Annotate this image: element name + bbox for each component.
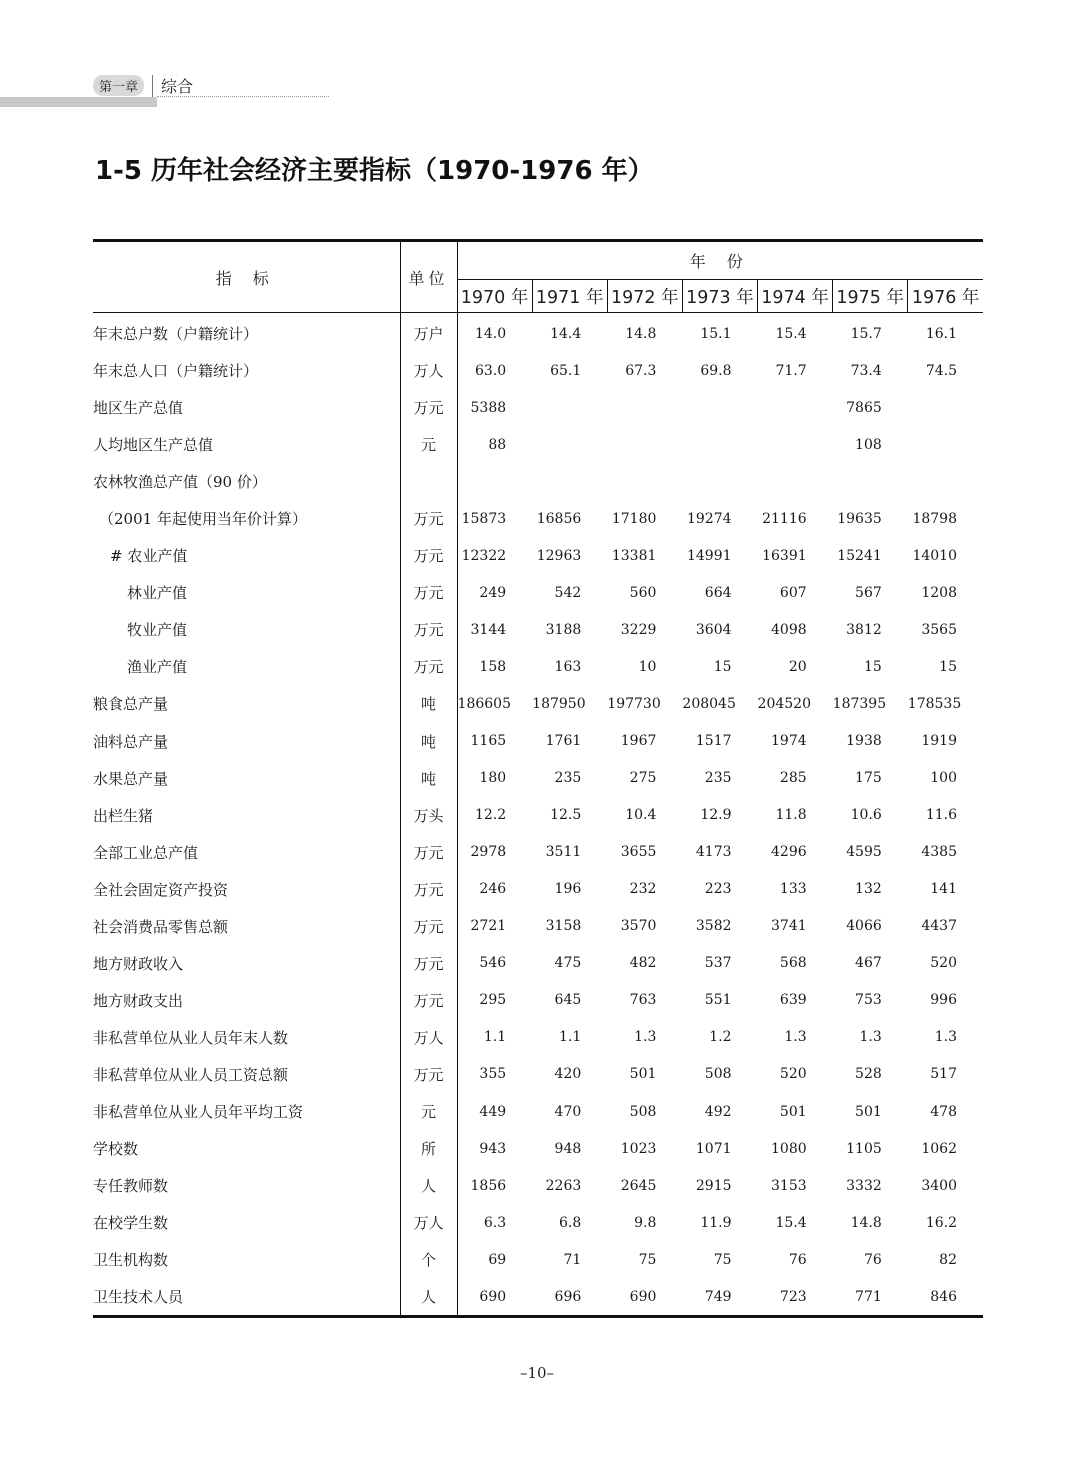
value-cell: 482	[629, 955, 657, 972]
value-cell: 4595	[846, 844, 882, 861]
value-cell: 67.3	[625, 362, 657, 379]
value-cell: 15.4	[775, 325, 807, 342]
value-cell: 235	[554, 770, 582, 787]
indicator-unit: 元	[400, 426, 457, 463]
value-cell	[607, 389, 682, 426]
value-cell: 14.8	[850, 1214, 882, 1231]
value-cell: 4173	[695, 844, 732, 861]
value-cell	[908, 389, 983, 426]
value-cell: 15873	[461, 510, 507, 527]
value-cell: 1.2	[709, 1029, 732, 1046]
value-cell: 19274	[686, 510, 732, 527]
year-header: 1970 年	[457, 280, 532, 313]
value-cell: 508	[629, 1103, 657, 1120]
indicator-name: 年末总户数（户籍统计）	[93, 325, 259, 344]
indicator-unit: 万元	[400, 908, 457, 945]
value-cell: 108	[855, 436, 882, 453]
indicator-unit: 万元	[400, 611, 457, 648]
page-title: 1-5 历年社会经济主要指标（1970-1976 年）	[95, 156, 654, 186]
table-row	[93, 871, 983, 908]
value-cell: 19635	[837, 510, 882, 527]
value-cell: 15241	[837, 547, 882, 564]
indicator-name: 地方财政支出	[93, 991, 184, 1010]
value-cell: 15.1	[700, 325, 732, 342]
value-cell: 948	[554, 1140, 582, 1157]
value-cell: 275	[629, 770, 657, 787]
indicator-name: 专任教师数	[93, 1177, 169, 1196]
value-cell	[682, 389, 757, 426]
value-cell: 3604	[695, 621, 732, 638]
indicator-unit: 所	[400, 1130, 457, 1167]
value-cell: 1062	[921, 1140, 957, 1157]
value-cell: 1.3	[859, 1029, 882, 1046]
header-gray-bar	[0, 97, 157, 107]
indicator-name: 非私营单位从业人员工资总额	[93, 1065, 289, 1084]
value-cell: 3570	[620, 918, 657, 935]
value-cell: 943	[479, 1140, 507, 1157]
value-cell: 2645	[620, 1177, 657, 1194]
value-cell: 723	[779, 1288, 807, 1305]
value-cell: 14991	[686, 547, 732, 564]
value-cell: 17180	[611, 510, 657, 527]
value-cell: 996	[930, 992, 957, 1009]
value-cell: 158	[479, 658, 507, 675]
value-cell: 3229	[620, 621, 657, 638]
value-cell	[532, 463, 607, 500]
indicator-name: 粮食总产量	[93, 695, 169, 714]
value-cell: 846	[930, 1288, 957, 1305]
value-cell: 520	[779, 1066, 807, 1083]
value-cell: 501	[779, 1103, 807, 1120]
value-cell: 475	[554, 955, 582, 972]
running-header	[93, 74, 193, 97]
value-cell: 15	[863, 658, 882, 675]
value-cell: 528	[855, 1066, 882, 1083]
indicator-name: 林业产值	[127, 584, 188, 603]
value-cell: 71.7	[775, 362, 807, 379]
table-row	[93, 945, 983, 982]
value-cell	[607, 426, 682, 463]
value-cell: 175	[855, 770, 882, 787]
value-cell: 478	[930, 1103, 957, 1120]
indicator-unit: 个	[400, 1241, 457, 1278]
year-header: 1972 年	[607, 280, 682, 313]
column-header-years: 年 份	[457, 241, 983, 280]
table-row	[93, 723, 983, 760]
table-row	[93, 537, 983, 574]
value-cell: 1.3	[784, 1029, 807, 1046]
value-cell: 3741	[771, 918, 807, 935]
table-row	[93, 1056, 983, 1093]
value-cell: 75	[638, 1251, 657, 1268]
value-cell: 517	[930, 1066, 957, 1083]
year-header: 1971 年	[532, 280, 607, 313]
indicator-unit: 万人	[400, 1204, 457, 1241]
value-cell: 180	[479, 770, 507, 787]
indicator-name: 地区生产总值	[93, 399, 184, 418]
value-cell: 12963	[536, 547, 582, 564]
indicator-name: 学校数	[93, 1140, 139, 1159]
indicator-name: 牧业产值	[127, 621, 188, 640]
indicator-unit: 万元	[400, 648, 457, 685]
value-cell: 14.0	[474, 325, 507, 342]
value-cell: 16.2	[925, 1214, 957, 1231]
value-cell: 1.3	[634, 1029, 657, 1046]
value-cell: 639	[779, 992, 807, 1009]
table-row	[93, 389, 983, 426]
value-cell: 690	[629, 1288, 657, 1305]
value-cell: 1517	[695, 733, 732, 750]
indicator-unit	[400, 463, 457, 500]
value-cell: 295	[479, 992, 507, 1009]
value-cell: 21116	[762, 510, 807, 527]
value-cell: 4437	[921, 918, 957, 935]
indicator-unit: 万元	[400, 834, 457, 871]
value-cell: 10	[638, 658, 657, 675]
value-cell: 1080	[771, 1140, 807, 1157]
value-cell: 2263	[545, 1177, 582, 1194]
value-cell: 12.9	[700, 807, 732, 824]
value-cell: 18798	[912, 510, 957, 527]
value-cell	[758, 426, 833, 463]
value-cell: 696	[554, 1288, 582, 1305]
value-cell: 664	[704, 584, 732, 601]
value-cell	[532, 389, 607, 426]
indicator-name: 全部工业总产值	[93, 843, 199, 862]
year-header: 1973 年	[682, 280, 757, 313]
value-cell: 3144	[470, 621, 507, 638]
value-cell: 12322	[461, 547, 507, 564]
value-cell: 10.4	[625, 807, 657, 824]
indicator-name: 渔业产值	[127, 658, 188, 677]
value-cell	[607, 463, 682, 500]
year-header: 1975 年	[833, 280, 908, 313]
indicator-unit: 万人	[400, 1019, 457, 1056]
value-cell: 1.3	[934, 1029, 957, 1046]
value-cell: 100	[930, 770, 957, 787]
value-cell: 3153	[771, 1177, 807, 1194]
indicator-name: 出栏生猪	[93, 806, 154, 825]
value-cell: 3655	[620, 844, 657, 861]
value-cell: 508	[704, 1066, 732, 1083]
value-cell: 1967	[620, 733, 657, 750]
value-cell: 71	[563, 1251, 582, 1268]
column-header-unit: 单位	[400, 241, 457, 313]
value-cell: 76	[788, 1251, 807, 1268]
year-header: 1974 年	[758, 280, 833, 313]
value-cell: 607	[779, 584, 807, 601]
value-cell: 69	[488, 1251, 507, 1268]
table-row	[93, 648, 983, 685]
value-cell: 196	[554, 881, 582, 898]
value-cell: 771	[855, 1288, 882, 1305]
table-row	[93, 1278, 983, 1317]
value-cell	[758, 389, 833, 426]
value-cell: 6.8	[559, 1214, 582, 1231]
value-cell: 551	[704, 992, 732, 1009]
value-cell: 1023	[620, 1140, 657, 1157]
indicator-name: 年末总人口（户籍统计）	[93, 362, 259, 381]
value-cell: 133	[779, 881, 807, 898]
value-cell: 16.1	[925, 325, 957, 342]
value-cell: 568	[779, 955, 807, 972]
value-cell	[758, 463, 833, 500]
value-cell: 76	[863, 1251, 882, 1268]
value-cell: 7865	[846, 399, 882, 416]
value-cell: 15	[713, 658, 732, 675]
value-cell: 82	[939, 1251, 957, 1268]
value-cell: 73.4	[850, 362, 882, 379]
value-cell: 20	[788, 658, 807, 675]
value-cell: 15.4	[775, 1214, 807, 1231]
table-row	[93, 611, 983, 648]
value-cell: 1761	[545, 733, 582, 750]
indicator-unit: 万元	[400, 574, 457, 611]
indicator-name: 卫生技术人员	[93, 1288, 184, 1307]
indicator-unit: 吨	[400, 760, 457, 797]
indicator-unit: 万元	[400, 1056, 457, 1093]
year-header: 1976 年	[908, 280, 983, 313]
value-cell: 753	[855, 992, 882, 1009]
indicator-name: 全社会固定资产投资	[93, 880, 229, 899]
value-cell: 3812	[846, 621, 882, 638]
value-cell: 14.8	[625, 325, 657, 342]
page-number: –10–	[519, 1364, 555, 1382]
indicator-unit: 吨	[400, 685, 457, 722]
header-divider	[152, 75, 153, 97]
value-cell: 10.6	[850, 807, 882, 824]
value-cell: 2978	[470, 844, 507, 861]
value-cell: 132	[855, 881, 882, 898]
value-cell: 16856	[536, 510, 582, 527]
value-cell: 186605	[457, 695, 511, 712]
indicator-unit: 人	[400, 1278, 457, 1317]
value-cell: 74.5	[925, 362, 957, 379]
value-cell: 16391	[762, 547, 807, 564]
value-cell: 3188	[545, 621, 582, 638]
table-row	[93, 685, 983, 722]
value-cell: 13381	[611, 547, 657, 564]
value-cell: 4098	[771, 621, 807, 638]
value-cell: 560	[629, 584, 657, 601]
value-cell: 9.8	[634, 1214, 657, 1231]
value-cell: 1208	[921, 584, 957, 601]
value-cell: 1071	[695, 1140, 732, 1157]
table-row	[93, 797, 983, 834]
value-cell: 11.8	[775, 807, 807, 824]
value-cell: 3400	[921, 1177, 957, 1194]
value-cell: 141	[930, 881, 957, 898]
value-cell: 467	[855, 955, 882, 972]
value-cell: 88	[488, 436, 507, 453]
value-cell: 690	[479, 1288, 507, 1305]
indicator-name: 水果总产量	[93, 769, 169, 788]
value-cell: 645	[554, 992, 582, 1009]
indicator-name: 农林牧渔总产值（90 价）	[93, 473, 267, 492]
value-cell: 163	[554, 658, 582, 675]
value-cell: 11.6	[925, 807, 957, 824]
indicator-unit: 万元	[400, 537, 457, 574]
table-row	[93, 463, 983, 500]
indicator-unit: 万人	[400, 352, 457, 389]
value-cell: 501	[855, 1103, 882, 1120]
table-row	[93, 313, 983, 353]
value-cell: 3582	[695, 918, 732, 935]
value-cell	[682, 426, 757, 463]
header-dotted-rule	[157, 96, 329, 97]
value-cell: 537	[704, 955, 732, 972]
value-cell: 542	[554, 584, 582, 601]
value-cell: 1938	[846, 733, 882, 750]
indicator-name: 人均地区生产总值	[93, 436, 214, 455]
value-cell: 65.1	[550, 362, 582, 379]
indicator-unit: 万元	[400, 389, 457, 426]
value-cell: 223	[704, 881, 732, 898]
table-row	[93, 1204, 983, 1241]
value-cell: 187950	[532, 695, 586, 712]
value-cell: 69.8	[700, 362, 732, 379]
indicator-unit: 万户	[400, 313, 457, 353]
value-cell: 197730	[607, 695, 661, 712]
value-cell: 14.4	[550, 325, 582, 342]
indicator-unit: 万元	[400, 945, 457, 982]
chapter-badge: 第一章	[93, 75, 144, 96]
indicator-table	[93, 239, 983, 1318]
value-cell: 2721	[470, 918, 507, 935]
value-cell: 75	[713, 1251, 732, 1268]
table-row	[93, 1019, 983, 1056]
value-cell: 520	[930, 955, 957, 972]
value-cell: 12.2	[474, 807, 507, 824]
value-cell: 1974	[771, 733, 807, 750]
indicator-name: 社会消费品零售总额	[93, 917, 229, 936]
value-cell: 567	[855, 584, 882, 601]
table-row	[93, 1241, 983, 1278]
section-name: 综合	[161, 77, 194, 96]
value-cell: 3332	[846, 1177, 882, 1194]
value-cell	[457, 463, 532, 500]
indicator-name: 非私营单位从业人员年平均工资	[93, 1103, 304, 1121]
value-cell: 3158	[545, 918, 582, 935]
value-cell: 4066	[846, 918, 882, 935]
value-cell: 11.9	[700, 1214, 732, 1231]
indicator-name: （2001 年起使用当年价计算）	[99, 510, 307, 529]
value-cell: 12.5	[550, 807, 582, 824]
value-cell: 1919	[921, 733, 957, 750]
value-cell: 285	[779, 770, 807, 787]
indicator-unit: 元	[400, 1093, 457, 1130]
value-cell: 14010	[912, 547, 957, 564]
table-row	[93, 760, 983, 797]
value-cell: 63.0	[474, 362, 507, 379]
indicator-unit: 万头	[400, 797, 457, 834]
value-cell: 3511	[545, 844, 582, 861]
table-row	[93, 908, 983, 945]
value-cell: 2915	[695, 1177, 732, 1194]
table-row	[93, 834, 983, 871]
value-cell: 470	[554, 1103, 582, 1120]
value-cell: 1165	[470, 733, 507, 750]
indicator-unit: 万元	[400, 871, 457, 908]
value-cell	[908, 463, 983, 500]
value-cell: 501	[629, 1066, 657, 1083]
value-cell: 208045	[682, 695, 736, 712]
indicator-name: 非私营单位从业人员年末人数	[93, 1028, 289, 1047]
value-cell: 4296	[771, 844, 807, 861]
indicator-unit: 吨	[400, 723, 457, 760]
value-cell: 763	[629, 992, 657, 1009]
value-cell: 749	[704, 1288, 732, 1305]
table-row	[93, 574, 983, 611]
indicator-unit: 万元	[400, 500, 457, 537]
value-cell: 449	[479, 1103, 507, 1120]
table-row	[93, 500, 983, 537]
value-cell: 178535	[907, 695, 962, 712]
value-cell: 1105	[846, 1140, 882, 1157]
column-header-indicator: 指 标	[93, 241, 400, 313]
table-row	[93, 1167, 983, 1204]
indicator-unit: 人	[400, 1167, 457, 1204]
indicator-name: 卫生机构数	[93, 1251, 169, 1270]
indicator-name: 油料总产量	[93, 732, 169, 751]
indicator-unit: 万元	[400, 982, 457, 1019]
value-cell: 4385	[921, 844, 957, 861]
value-cell	[532, 426, 607, 463]
table-row	[93, 426, 983, 463]
value-cell: 187395	[832, 695, 887, 712]
value-cell: 232	[629, 881, 657, 898]
value-cell: 492	[704, 1103, 732, 1120]
table-row	[93, 352, 983, 389]
value-cell	[908, 426, 983, 463]
indicator-name: 在校学生数	[93, 1214, 169, 1233]
table-row	[93, 1093, 983, 1130]
indicator-name: 地方财政收入	[93, 954, 184, 973]
table-row	[93, 982, 983, 1019]
value-cell: 6.3	[483, 1214, 507, 1231]
value-cell: 15	[939, 658, 957, 675]
value-cell: 204520	[757, 695, 811, 712]
value-cell: 235	[704, 770, 732, 787]
value-cell: 3565	[921, 621, 957, 638]
value-cell: 246	[479, 881, 507, 898]
value-cell: 1856	[470, 1177, 507, 1194]
value-cell: 1.1	[559, 1029, 582, 1046]
value-cell: 249	[479, 584, 507, 601]
value-cell	[833, 463, 908, 500]
indicator-name: # 农业产值	[110, 547, 188, 566]
value-cell: 1.1	[483, 1029, 507, 1046]
value-cell	[682, 463, 757, 500]
value-cell: 5388	[470, 399, 507, 416]
value-cell: 420	[554, 1066, 582, 1083]
value-cell: 546	[479, 955, 507, 972]
value-cell: 15.7	[850, 325, 882, 342]
value-cell: 355	[479, 1066, 507, 1083]
table-row	[93, 1130, 983, 1167]
